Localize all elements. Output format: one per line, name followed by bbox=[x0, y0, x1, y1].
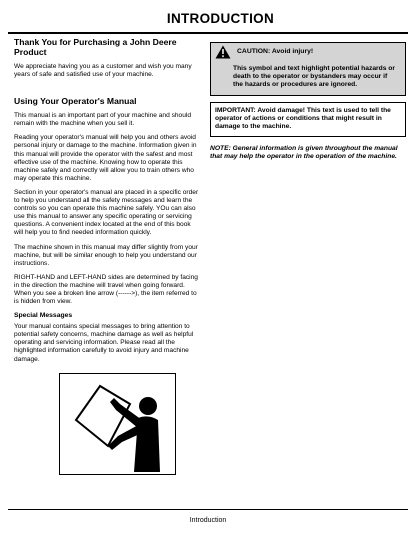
caution-box bbox=[210, 42, 406, 96]
warning-triangle-icon bbox=[215, 45, 231, 59]
manual-paragraph-5: RIGHT-HAND and LEFT-HAND sides are determined by facing in the direction the machine will travel when going forward. When you see a broken line arrow (------>), the item referred to is hidden from view. bbox=[14, 273, 198, 306]
manual-paragraph-1: This manual is an important part of your machine and should remain with the machine when you sell it. bbox=[14, 112, 192, 128]
caution-title: CAUTION: Avoid injury! bbox=[237, 47, 314, 55]
note-text: NOTE: General information is given throughout the manual that may help the operator in the operation of the machine. bbox=[210, 145, 398, 161]
operator-manual-illustration bbox=[59, 373, 176, 475]
thanks-heading: Thank You for Purchasing a John Deere Product bbox=[14, 37, 177, 57]
manual-paragraph-2: Reading your operator's manual will help you and others avoid personal injury or damage to the machine. Information given in this manual will provide the operator with the safest and most effective use of the machine. Knowing how to operate this machine safely and correctly will allow you to train others who may operate this machine. bbox=[14, 134, 197, 182]
page-header bbox=[8, 10, 408, 34]
person-reading-manual-icon bbox=[60, 374, 175, 474]
caution-header bbox=[211, 43, 405, 61]
important-box: IMPORTANT: Avoid damage! This text is used to tell the operator of actions or conditions that might result in damage to the machine. bbox=[210, 102, 406, 138]
special-messages-heading: Special Messages bbox=[14, 312, 73, 320]
manual-paragraph-4: The machine shown in this manual may differ slightly from your machine, but will be similar enough to help you understand our instructions. bbox=[14, 243, 198, 267]
page-footer bbox=[8, 509, 408, 534]
left-column bbox=[14, 37, 200, 475]
right-column bbox=[210, 42, 406, 162]
manual-heading: Using Your Operator's Manual bbox=[14, 96, 137, 107]
special-messages-paragraph: Your manual contains special messages to bring attention to potential safety concerns, machine damage as well as helpful operating and servicing information. Please read all the highlighted information carefully to avoid injury and machine damage. bbox=[14, 323, 194, 363]
page-title: INTRODUCTION bbox=[166, 11, 274, 26]
thanks-paragraph: We appreciate having you as a customer and wish you many years of safe and satisfied use of your machine. bbox=[14, 63, 192, 79]
footer-label: Introduction bbox=[189, 517, 227, 524]
manual-paragraph-3: Section in your operator's manual are placed in a specific order to help you understand all the safety messages and learn the controls so you can operate this machine safely. YOu can also use this manual to answer any specific operating or servicing questions. A convenient index located at the end of this book will help you to find needed information quickly. bbox=[14, 188, 199, 237]
caution-text: This symbol and text highlight potential hazards or death to the operator or bystanders may occur if the hazards or procedures are ignored. bbox=[211, 61, 405, 95]
